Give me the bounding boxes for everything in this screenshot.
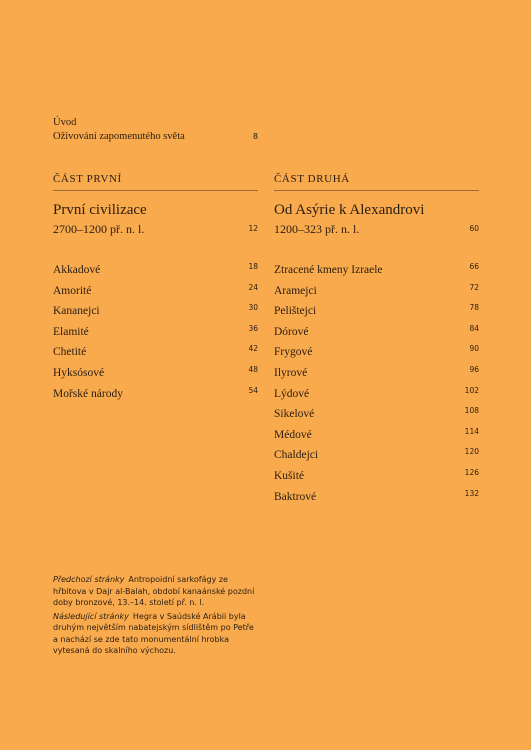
chapter-title: Elamité (53, 325, 89, 338)
part-two-dates: 1200–323 př. n. l. (274, 222, 360, 236)
chapter-page: 126 (464, 467, 479, 477)
part-one-page: 12 (248, 224, 258, 233)
chapter-item (274, 364, 479, 385)
chapter-page: 102 (464, 385, 479, 395)
chapter-title: Aramejci (274, 284, 317, 297)
chapter-title: Pelištejci (274, 305, 317, 318)
chapter-page: 96 (469, 364, 479, 374)
chapter-page: 72 (469, 282, 479, 292)
part-one-chapter-list (53, 261, 258, 405)
chapter-item (274, 282, 479, 303)
intro-page: 8 (252, 132, 258, 141)
chapter-title: Lýdové (274, 387, 310, 400)
chapter-title: Médové (274, 428, 312, 441)
chapter-item (53, 282, 258, 303)
chapter-item (274, 323, 479, 344)
picture-captions (53, 574, 258, 659)
chapter-item (274, 261, 479, 282)
chapter-item (53, 302, 258, 323)
part-one-dates-row (53, 221, 258, 237)
part-two-chapter-list (274, 261, 479, 508)
chapter-title: Kušité (274, 469, 305, 482)
chapter-item (53, 385, 258, 406)
chapter-item (53, 323, 258, 344)
chapter-item (274, 302, 479, 323)
chapter-page: 132 (464, 488, 479, 498)
chapter-title: Akkadové (53, 264, 101, 276)
chapter-item (274, 385, 479, 406)
chapter-item (274, 488, 479, 509)
chapter-title: Chetité (53, 346, 87, 359)
caption-text: Hegra v Saúdské Arábii byla druhým největším nabatejským sídlištěm po Petře a nachází se zde tato monumentální hrobka vytesaná do skalního výchozu. (53, 611, 254, 655)
chapter-item (274, 446, 479, 467)
chapter-title: Ztracené kmeny Izraele (274, 264, 383, 276)
chapter-page: 42 (248, 344, 258, 354)
chapter-page: 84 (469, 323, 479, 333)
chapter-item (53, 261, 258, 282)
intro-entry (53, 116, 258, 144)
chapter-title: Ilyrové (274, 366, 308, 379)
part-two-page: 60 (469, 224, 479, 233)
chapter-page: 24 (248, 282, 258, 292)
part-two-title: Od Asýrie k Alexandrovi (274, 202, 425, 218)
chapter-page: 66 (469, 262, 479, 271)
part-two-dates-row (274, 221, 479, 237)
caption-text: Antropoidní sarkofágy ze hřbitova v Dajr al-Balah, období kanaánské pozdní doby bronzové, 13.–14. století př. n. l. (53, 575, 255, 607)
chapter-page: 18 (248, 262, 258, 271)
chapter-page: 108 (464, 406, 479, 416)
part-two-label: ČÁST DRUHÁ (274, 172, 479, 191)
chapter-title: Kananejci (53, 305, 100, 318)
chapter-page: 114 (464, 426, 479, 436)
chapter-page: 120 (464, 447, 479, 457)
chapter-title: Sikelové (274, 408, 315, 421)
chapter-page: 36 (248, 323, 258, 333)
caption-next-pages (53, 611, 258, 657)
chapter-item (274, 426, 479, 447)
intro-row (53, 130, 258, 144)
intro-title: Oživování zapomenutého světa (53, 131, 185, 142)
chapter-item (53, 364, 258, 385)
part-one-label: ČÁST PRVNÍ (53, 172, 258, 191)
chapter-item (274, 343, 479, 364)
chapter-page: 78 (469, 303, 479, 313)
chapter-page: 54 (248, 385, 258, 395)
chapter-title: Baktrové (274, 490, 317, 503)
chapter-item (274, 467, 479, 488)
part-two-header (274, 172, 479, 237)
caption-lead: Předchozí stránky (53, 575, 125, 584)
caption-lead: Následující stránky (53, 611, 129, 621)
chapter-title: Frygové (274, 346, 313, 359)
chapter-page: 48 (248, 364, 258, 374)
part-one-header (53, 172, 258, 237)
chapter-title: Mořské národy (53, 387, 123, 400)
chapter-title: Dórové (274, 325, 309, 338)
chapter-page: 90 (469, 344, 479, 354)
chapter-title: Amorité (53, 284, 92, 297)
part-one-title: První civilizace (53, 202, 147, 218)
chapter-title: Chaldejci (274, 449, 319, 462)
part-one-dates: 2700–1200 př. n. l. (53, 222, 145, 236)
chapter-title: Hyksósové (53, 366, 105, 379)
chapter-item (274, 405, 479, 426)
chapter-page: 30 (248, 303, 258, 313)
caption-previous-pages (53, 574, 258, 609)
chapter-item (53, 343, 258, 364)
intro-label: Úvod (53, 117, 77, 128)
